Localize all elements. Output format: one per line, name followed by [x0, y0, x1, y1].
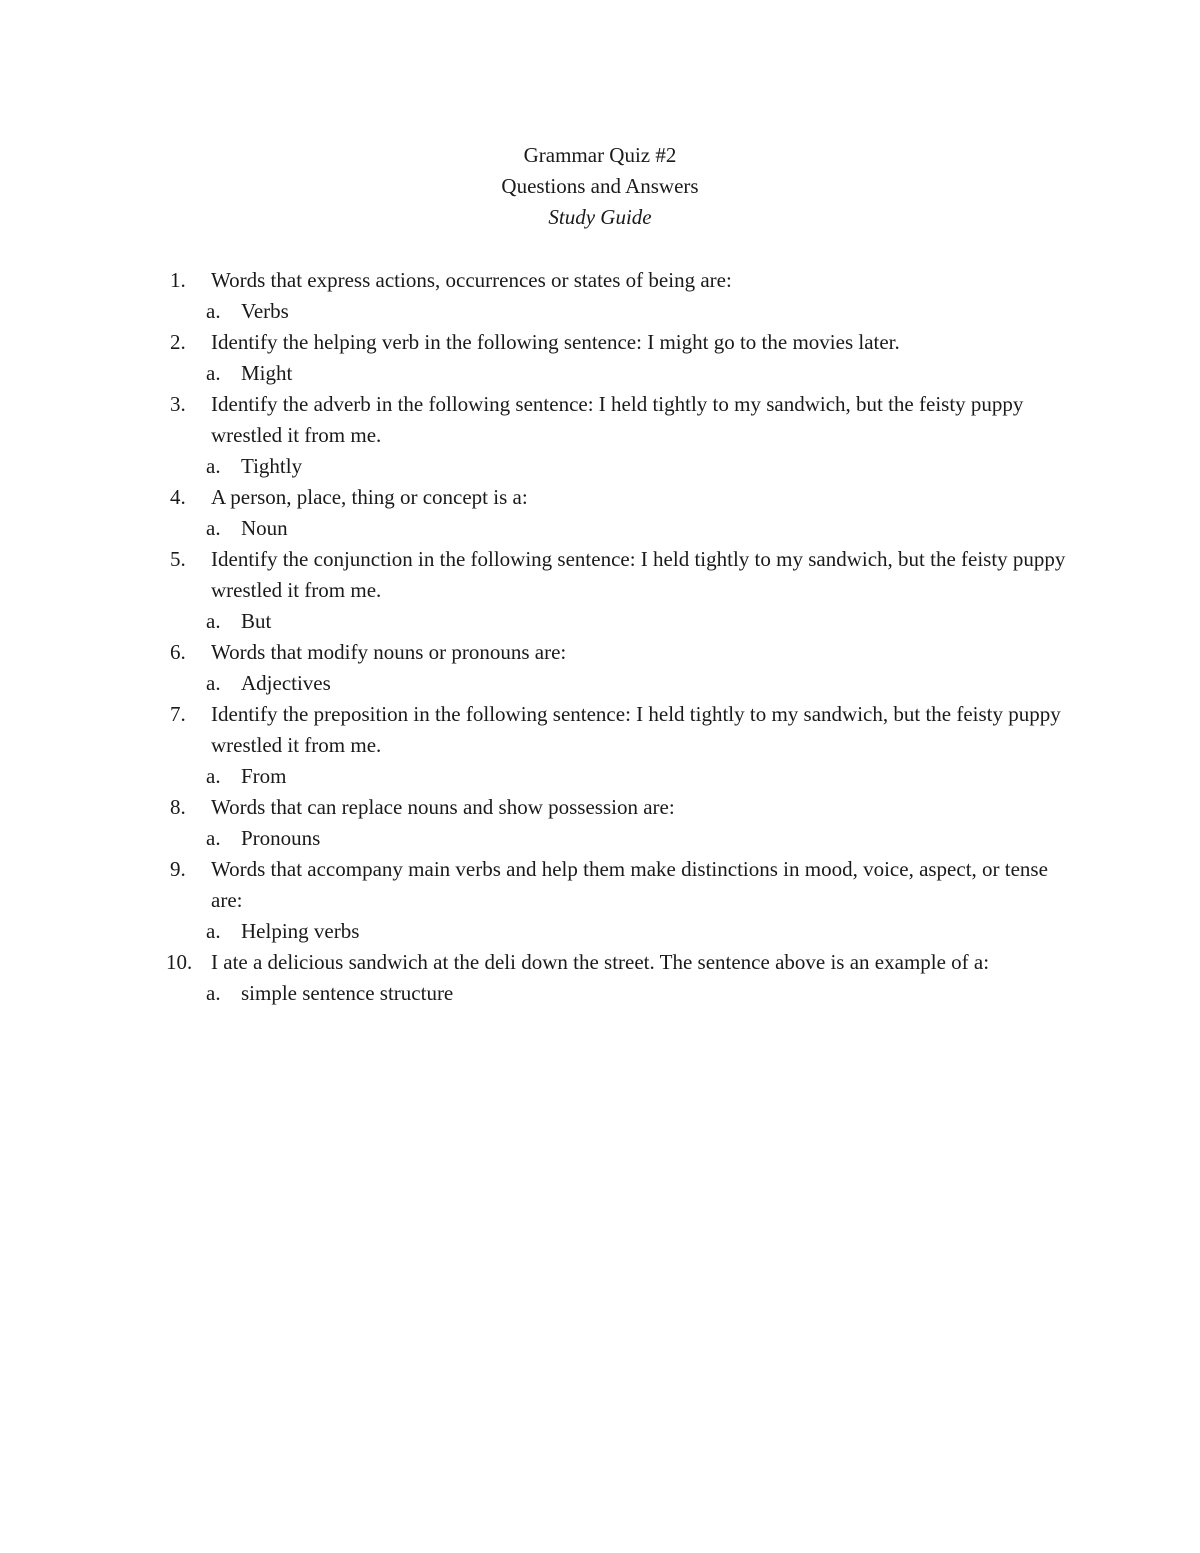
document-subtitle: Questions and Answers: [501, 174, 699, 198]
list-item: [170, 854, 1070, 947]
answer: [170, 978, 1070, 1009]
question-number: 10.: [166, 950, 193, 974]
question-number: 1.: [170, 268, 186, 292]
list-item: [166, 947, 1070, 1009]
answer-text: Adjectives: [241, 671, 331, 695]
question: [170, 854, 1070, 916]
question: [170, 699, 1070, 761]
question-list: [166, 265, 1070, 1009]
answer-letter: a.: [206, 361, 221, 385]
question: [170, 327, 1070, 358]
list-item: [170, 699, 1070, 792]
answer-text: simple sentence structure: [241, 981, 454, 1005]
answer: [170, 761, 1070, 792]
answer-text: Helping verbs: [241, 919, 360, 943]
question-number: 3.: [170, 392, 186, 416]
answer: [170, 296, 1070, 327]
question-text: Identify the preposition in the following sentence: I held tightly to my sandwich, but the feisty puppy wrestled it from me.: [211, 702, 1061, 757]
question-text: Identify the conjunction in the following sentence: I held tightly to my sandwich, but the feisty puppy wrestled it from me.: [211, 547, 1066, 602]
question-number: 8.: [170, 795, 186, 819]
question-number: 5.: [170, 547, 186, 571]
answer: [170, 358, 1070, 389]
document-title: Grammar Quiz #2: [523, 143, 677, 167]
answer-text: Pronouns: [241, 826, 321, 850]
answer-letter: a.: [206, 764, 221, 788]
question-number: 2.: [170, 330, 186, 354]
answer-text: From: [241, 764, 287, 788]
answer: [170, 916, 1070, 947]
answer-letter: a.: [206, 981, 221, 1005]
question-number: 7.: [170, 702, 186, 726]
answer: [170, 823, 1070, 854]
question-text: A person, place, thing or concept is a:: [211, 485, 528, 509]
question-number: 6.: [170, 640, 186, 664]
study-guide-label: Study Guide: [548, 205, 652, 229]
question: [170, 265, 1070, 296]
answer: [170, 668, 1070, 699]
question-text: Words that can replace nouns and show possession are:: [211, 795, 675, 819]
document-header: [0, 140, 1200, 233]
list-item: [170, 637, 1070, 699]
question-text: Words that express actions, occurrences or states of being are:: [211, 268, 732, 292]
list-item: [170, 482, 1070, 544]
question-text: I ate a delicious sandwich at the deli down the street. The sentence above is an example of a:: [211, 950, 990, 974]
answer-text: Might: [241, 361, 293, 385]
answer: [170, 513, 1070, 544]
question-text: Words that accompany main verbs and help them make distinctions in mood, voice, aspect, or tense are:: [211, 857, 1048, 912]
question: [170, 792, 1070, 823]
question: [170, 482, 1070, 513]
answer-letter: a.: [206, 299, 221, 323]
question: [166, 947, 1070, 978]
answer-letter: a.: [206, 454, 221, 478]
list-item: [170, 327, 1070, 389]
list-item: [170, 792, 1070, 854]
answer-text: Tightly: [241, 454, 303, 478]
answer: [170, 451, 1070, 482]
answer: [170, 606, 1070, 637]
answer-text: Noun: [241, 516, 288, 540]
question-number: 4.: [170, 485, 186, 509]
answer-letter: a.: [206, 826, 221, 850]
list-item: [170, 265, 1070, 327]
answer-letter: a.: [206, 516, 221, 540]
question: [170, 389, 1070, 451]
answer-letter: a.: [206, 919, 221, 943]
answer-letter: a.: [206, 609, 221, 633]
question: [170, 637, 1070, 668]
question-text: Words that modify nouns or pronouns are:: [211, 640, 567, 664]
question-text: Identify the helping verb in the following sentence: I might go to the movies later.: [211, 330, 900, 354]
list-item: [170, 544, 1070, 637]
answer-text: But: [241, 609, 272, 633]
list-item: [170, 389, 1070, 482]
answer-letter: a.: [206, 671, 221, 695]
question-text: Identify the adverb in the following sentence: I held tightly to my sandwich, but the feisty puppy wrestled it from me.: [211, 392, 1024, 447]
question: [170, 544, 1070, 606]
question-number: 9.: [170, 857, 186, 881]
answer-text: Verbs: [241, 299, 289, 323]
